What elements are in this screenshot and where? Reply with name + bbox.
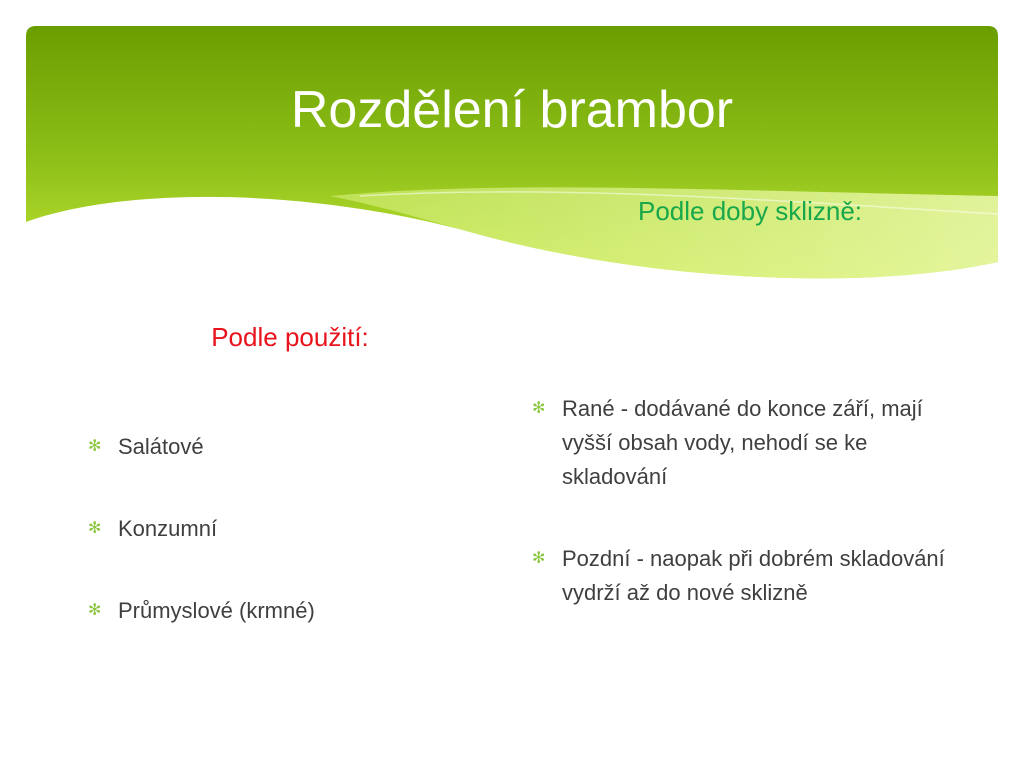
list-item-text: Rané - dodávané do konce září, mají vyšší obsah vody, nehodí se ke skladování [562,396,923,489]
heading-by-use: Podle použití: [211,322,369,352]
list-item [532,542,952,610]
list-item-text: Průmyslové (krmné) [118,598,315,623]
list-item [88,430,468,464]
list-item-text: Konzumní [118,516,218,541]
bullet-asterisk-icon: ✻ [532,550,546,567]
harvest-category-list [532,392,952,658]
use-category-list [88,430,468,676]
bullet-asterisk-icon: ✻ [88,602,102,619]
header-banner [0,0,1024,300]
bullet-asterisk-icon: ✻ [532,400,546,417]
list-item-text: Pozdní - naopak při dobrém skladování vydrží až do nové sklizně [562,546,945,605]
bullet-asterisk-icon: ✻ [88,520,102,537]
list-item-text: Salátové [118,434,204,459]
list-item [88,594,468,628]
slide-title: Rozdělení brambor [290,81,734,139]
list-item [532,392,952,494]
list-item [88,512,468,546]
bullet-asterisk-icon: ✻ [88,438,102,455]
heading-by-harvest-time: Podle doby sklizně: [637,196,863,226]
